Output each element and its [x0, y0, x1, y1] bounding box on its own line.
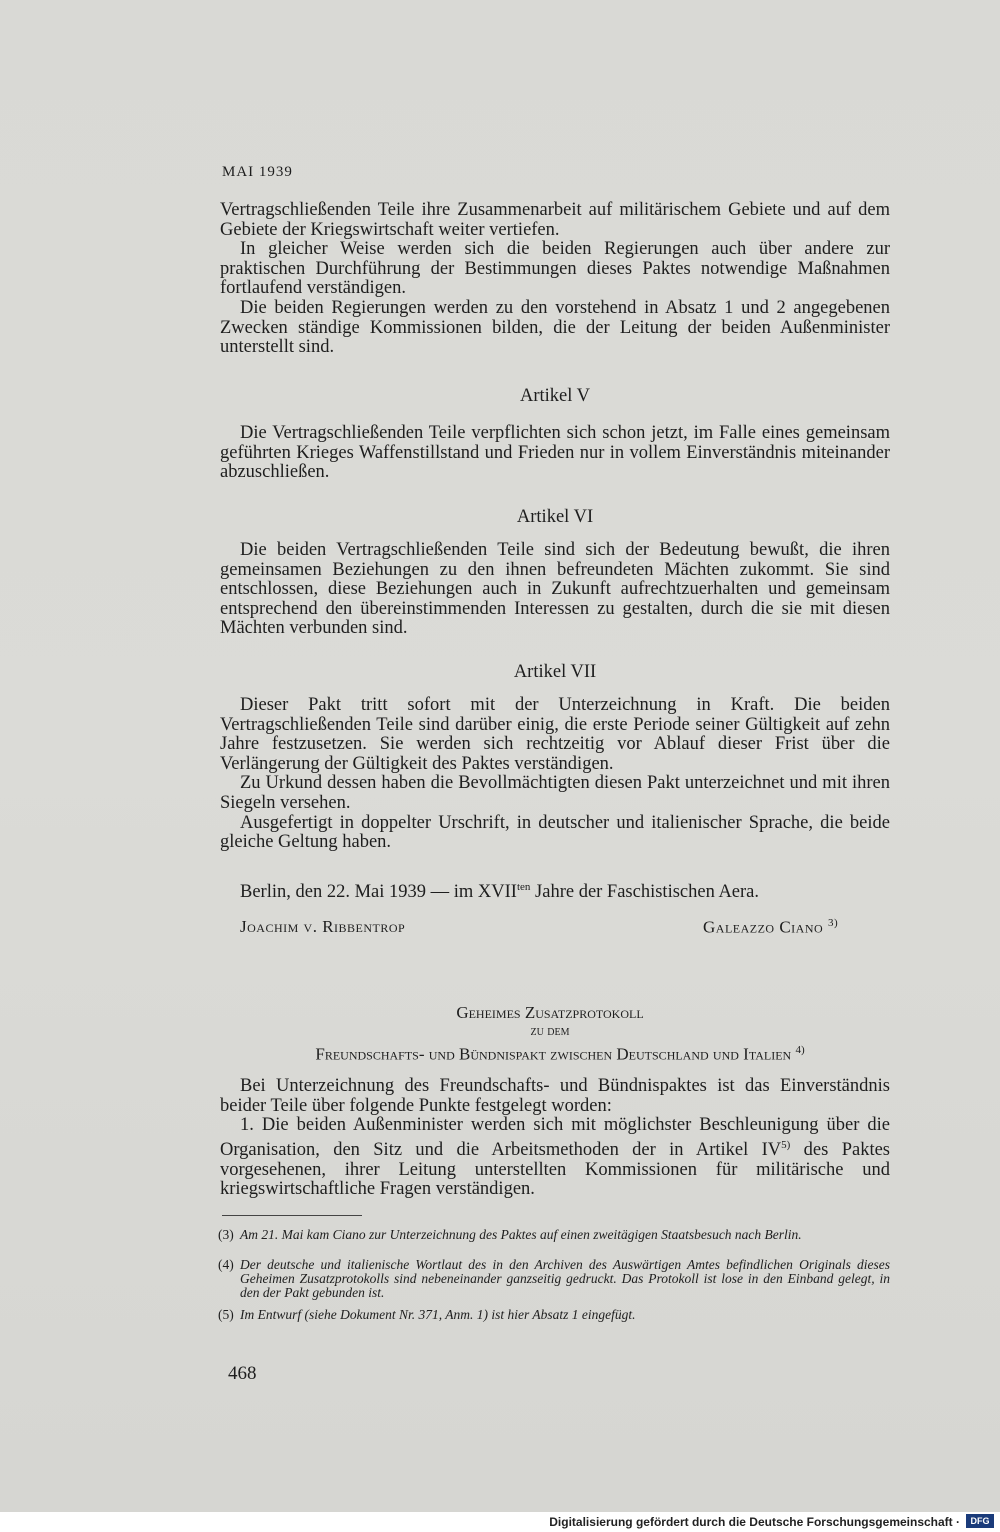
article-6-heading: Artikel VI	[516, 507, 594, 527]
paragraph: Ausgefertigt in doppelter Urschrift, in deutscher und italienischer Sprache, die beide gleiche Geltung haben.	[220, 812, 890, 853]
running-header: MAI 1939	[222, 164, 293, 180]
protocol-text	[220, 1077, 890, 1200]
paragraph: Vertragschließenden Teile ihre Zusammenarbeit auf militärischem Gebiete und auf dem Gebiete der Kriegswirtschaft weiter vertiefen.	[220, 200, 890, 240]
page-number: 468	[228, 1363, 257, 1384]
paragraph: Dieser Pakt tritt sofort mit der Unterzeichnung in Kraft. Die beiden Vertragschließenden Teile sind darüber einig, die erste Periode seiner Gültigkeit auf zehn Jahre festzusetzen. Sie werden sich rechtzeitig vor Ablauf dieser Frist über die Verlängerung der Gültigkeit des Paktes verständigen.	[220, 695, 890, 774]
article-7-heading: Artikel VII	[513, 662, 597, 682]
paragraph: In gleicher Weise werden sich die beiden Regierungen auch über andere zur praktischen Durchführung der Bestimmungen dieses Paktes notwendige Maßnahmen fortlaufend verständigen.	[220, 239, 890, 299]
place-date-text	[220, 878, 890, 903]
signature-ciano-name: Galeazzo Ciano	[703, 917, 824, 937]
paragraph	[220, 1116, 890, 1200]
footnote-ref: 5)	[781, 1138, 791, 1151]
footer-credit: Digitalisierung gefördert durch die Deutsche Forschungsgemeinschaft ·	[549, 1515, 960, 1529]
protocol-title-3-text: Freundschafts- und Bündnispakt zwischen Deutschland und Italien	[315, 1044, 792, 1064]
footnote-divider	[222, 1215, 362, 1216]
footnote-text: Am 21. Mai kam Ciano zur Unterzeichnung des Paktes auf einen zweitägigen Staatsbesuch nach Berlin.	[240, 1227, 802, 1242]
article-7-text	[220, 696, 890, 853]
footer-bar	[0, 1512, 1000, 1532]
footnote-text: Der deutsche und italienische Wortlaut des in den Archiven des Auswärtigen Amtes befindlichen Originals dieses Geheimen Zusatzprotokolls sind nebeneinander ganzseitig gedruckt. Das Protokoll ist lose in den Einband gelegt, in den der Pakt gebunden ist.	[240, 1257, 890, 1300]
footnote-text: Im Entwurf (siehe Dokument Nr. 371, Anm. 1) ist hier Absatz 1 eingefügt.	[240, 1307, 636, 1322]
footnote-number: (3)	[218, 1227, 234, 1242]
footnote	[218, 1308, 890, 1322]
dfg-logo: DFG	[966, 1514, 994, 1528]
paragraph: Die Vertragschließenden Teile verpflichten sich schon jetzt, im Falle eines gemeinsam geführten Krieges Waffenstillstand und Frieden nur in vollem Einverständnis miteinander abzuschließen.	[220, 423, 890, 483]
article-5-text	[220, 424, 890, 483]
footnote-ref: 4)	[795, 1044, 805, 1056]
intro-text	[220, 201, 890, 358]
paragraph: Bei Unterzeichnung des Freundschafts- und Bündnispaktes ist das Einverständnis beider Teile über folgende Punkte festgelegt worden:	[220, 1076, 890, 1116]
footnote-number: (4)	[218, 1257, 234, 1272]
place-date-sup: ten	[516, 881, 531, 893]
footnote-ref: 3)	[827, 917, 839, 929]
paragraph: Zu Urkund dessen haben die Bevollmächtigten diesen Pakt unterzeichnet und mit ihren Siegeln versehen.	[220, 773, 890, 813]
place-date-line	[220, 878, 890, 903]
signature-ciano	[703, 917, 838, 938]
footnote	[218, 1228, 890, 1242]
footnote	[218, 1258, 890, 1300]
protocol-title-2: zu dem	[530, 1024, 570, 1039]
signature-ribbentrop: Joachim v. Ribbentrop	[240, 917, 406, 936]
paragraph: Die beiden Regierungen werden zu den vorstehend in Absatz 1 und 2 angegebenen Zwecken ständige Kommissionen bilden, die der Leitung der beiden Außenminister unterstellt sind.	[220, 297, 890, 358]
article-5-heading: Artikel V	[519, 386, 591, 406]
protocol-title-1: Geheimes Zusatzprotokoll	[456, 1003, 644, 1022]
protocol-title-3	[180, 1040, 940, 1065]
article-6-text	[220, 541, 890, 639]
footnote-number: (5)	[218, 1307, 234, 1322]
place-date-after: Jahre der Faschistischen Aera.	[530, 882, 760, 903]
place-date-before: Berlin, den 22. Mai 1939 — im XVII	[240, 882, 517, 903]
point-1-before: 1. Die beiden Außenminister werden sich mit möglichster Beschleunigung über die Organisation, den Sitz und die Arbeitsmethoden der in Artikel IV	[220, 1115, 890, 1160]
point-1-after: des Paktes vorgesehenen, ihrer Leitung unterstellten Kommissionen für militärische und kriegswirtschaftliche Fragen verständigen.	[220, 1139, 890, 1200]
paragraph: Die beiden Vertragschließenden Teile sind sich der Bedeutung bewußt, die ihren gemeinsamen Beziehungen zu den ihnen befreundeten Mächten zukommt. Sie sind entschlossen, diese Beziehungen auch in Zukunft aufrechtzuerhalten und gemeinsam entsprechend den übereinstimmenden Interessen zu gestalten, durch die sie mit diesen Mächten verbunden sind.	[220, 540, 890, 639]
